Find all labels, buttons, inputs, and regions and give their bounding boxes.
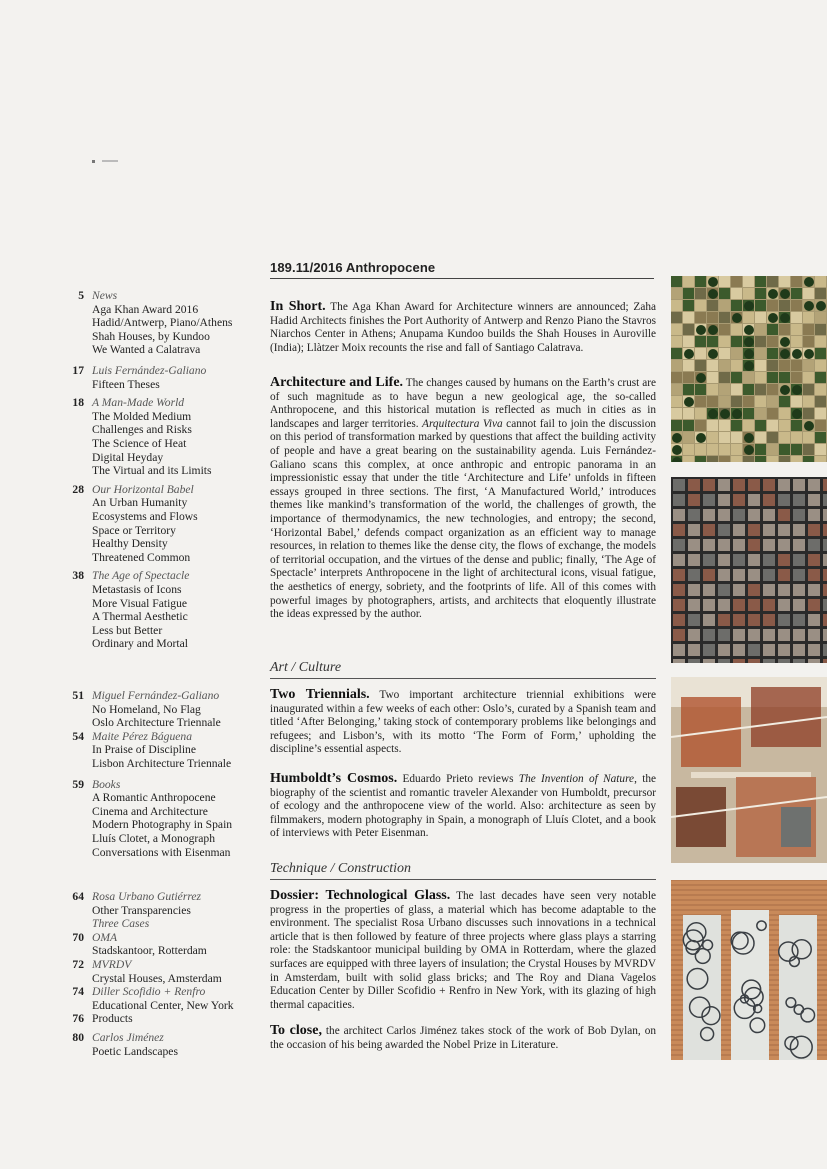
toc-section: Rosa Urbano Gutiérrez [92,890,202,903]
toc-section: Luis Fernández-Galiano [92,364,207,377]
paragraph-in-short [270,300,656,355]
toc-line: Space or Territory [92,523,176,537]
toc-line: Hadid/Antwerp, Piano/Athens [92,316,233,330]
toc-section: MVRDV [92,957,132,971]
toc-line: Crystal Houses, Amsterdam [92,971,222,985]
toc-block-construction [60,890,260,1058]
toc-line: The Science of Heat [92,436,187,450]
paragraph-dossier [270,889,656,1012]
toc-section: Books [92,777,121,791]
page-number: 17 [72,364,84,377]
toc-line: Conversations with Eisenman [92,845,231,859]
toc-line: We Wanted a Calatrava [92,343,201,357]
toc-block-culture [60,689,260,859]
toc-entry [60,569,260,651]
toc-line: Products [92,1012,133,1026]
page-number: 64 [72,890,84,903]
toc-line: Metastasis of Icons [92,582,182,596]
paragraph-lead: Humboldt’s Cosmos. [270,771,398,786]
toc-line: Oslo Architecture Triennale [92,716,221,730]
toc-line: Threatened Common [92,550,191,564]
paragraph-architecture-and-life [270,376,656,622]
page-number: 70 [72,930,84,944]
paragraph-lead: Two Triennials. [270,687,370,702]
toc-entry [60,483,260,565]
toc-entry [60,985,260,1012]
aerial-fields-image [671,276,827,462]
page-number: 74 [72,985,84,999]
scan-mark [92,158,122,164]
book-title: The Invention of Nature [518,773,635,785]
page-number: 80 [72,1030,84,1044]
aerial-city-grid-image [671,477,827,663]
toc-line: Digital Heyday [92,450,164,464]
toc-entry [60,917,260,931]
toc-line: Challenges and Risks [92,423,192,437]
toc-line: Stadskantoor, Rotterdam [92,944,207,958]
toc-section: Maite Pérez Báguena [92,729,193,743]
toc-entry [60,289,260,357]
paragraph-text: Two important architecture triennial exhibitions were inaugurated within a few weeks of each other: Oslo’s, curated by a Spanish team and titled ‘After Belonging,’ taking stock of contemporary problems like belongings and refugees; and Lisbon’s, with its motto ‘The Form of Form,’ upholding the discipline’s essential aspects. [270,689,656,756]
paragraph-lead: In Short. [270,299,326,314]
toc-line: Healthy Density [92,537,168,551]
triennial-exhibition-image [671,677,827,863]
toc-section: Three Cases [92,917,150,931]
paragraph-lead: Architecture and Life. [270,375,404,390]
paragraph-humboldt [270,772,656,841]
page-number: 28 [72,482,84,496]
page-number: 18 [72,396,84,410]
toc-section: Our Horizontal Babel [92,482,194,496]
toc-line: The Molded Medium [92,409,192,423]
page-number: 5 [78,289,84,302]
toc-entry [60,364,260,391]
section-technique-construction: Technique / Construction [270,861,656,880]
toc-entry [60,396,260,478]
toc-line: Educational Center, New York [92,998,234,1012]
glass-facade-image [671,880,827,1060]
toc-block-essays [60,364,260,651]
toc-section: Miguel Fernández-Galiano [92,689,220,702]
toc-entry [60,1012,260,1026]
page-number: 54 [72,729,84,743]
paragraph-text: The last decades have seen very notable progress in the properties of glass, a material which has become adaptable to the environment. The specialist Rosa Urbano discusses such innovations in a technical article that is then followed by feature of three projects where glass plays a starring role: the Stadskantoor municipal building by OMA in Rotterdam, where the glazed surfaces are equipped with three layers of insulation; the Crystal Houses by MVRDV in Amsterdam, built with solid glass bricks; and The Roy and Diana Vagelos Education Center by Diller Scofidio + Renfro in New York, with its glazing of high thermal capacities. [270,890,656,1011]
toc-block-news [60,289,260,357]
toc-entry [60,958,260,985]
toc-line: A Thermal Aesthetic [92,610,188,624]
paragraph-text: The changes caused by humans on the Earth’s crust are of such magnitude as to have begun a new geological age, the so-called Anthropocene, and this historical mutation is reflected as much in cities as in landscapes and larger territories. [270,377,656,430]
paragraph-text: , the biography of the scientist and romantic traveler Alexander von Humboldt, precursor of ecology and the anthropocene view of the world. Also: architecture as seen by filmmakers, modern photography in Spain, a monograph of Lluís Clotet, and a book of interviews with Peter Eisenman. [270,773,656,840]
paragraph-text: The Aga Khan Award for Architecture winners are announced; Zaha Hadid Architects finishes the Port Authority of Antwerp and Renzo Piano the Stavros Niarchos Center in Athens; Anupama Kundoo builds the Shah Houses in Auroville (India); Llàtzer Moix recounts the rise and fall of Santiago Calatrava. [270,301,656,354]
toc-section: The Age of Spectacle [92,569,190,583]
toc-line: Modern Photography in Spain [92,818,233,832]
toc-entry [60,730,260,771]
toc-section: Diller Scofidio + Renfro [92,985,206,999]
page-number: 72 [72,957,84,971]
toc-line: Fifteen Theses [92,377,160,391]
paragraph-text: the architect Carlos Jiménez takes stock of the work of Bob Dylan, on the occasion of his being awarded the Nobel Prize in Literature. [270,1025,656,1051]
toc-line: Lluís Clotet, a Monograph [92,831,216,845]
toc-line: A Romantic Anthropocene [92,791,216,805]
toc-line: Other Transparencies [92,903,191,917]
page-number: 38 [72,569,84,583]
paragraph-lead: To close, [270,1023,322,1038]
toc-section: Carlos Jiménez [92,1030,164,1044]
page-number: 76 [72,1012,84,1026]
toc-section: News [92,289,118,302]
toc-line: An Urban Humanity [92,496,188,510]
toc-line: In Praise of Discipline [92,743,196,757]
toc-line: Poetic Landscapes [92,1044,178,1058]
toc-line: Less but Better [92,623,163,637]
page-number: 59 [72,777,84,791]
toc-section: A Man-Made World [92,396,185,410]
toc-entry [60,1031,260,1058]
toc-line: The Virtual and its Limits [92,464,212,478]
toc-line: Aga Khan Award 2016 [92,302,199,316]
paragraph-lead: Dossier: Technological Glass. [270,888,451,903]
toc-entry [60,931,260,958]
section-art-culture: Art / Culture [270,660,656,679]
paragraph-text: cannot fail to join the discussion on this period of transformation marked by questions that affect the building activity of people and have a great bearing on the sustainability agenda. Luis Fernández-Galiano scans this complex, at once anthropic and entropic panorama in an impressionistic essay that under the title ‘Architecture and Life’ unfolds in fifteen essays grouped in three sections. The first, ‘A Manufactured World,’ introduces themes like mankind’s transformation of the world, the challenges of growth, the importance of thermodynamics, the new technologies, and entropy; the second, ‘Horizontal Babel,’ defends compact organization as an efficient way to manage resources, in relation to themes like the dense city, the flows of exchange, the models of territorial occupation, and the virtues of the dense and public; finally, ‘The Age of Spectacle’ interprets Anthropocene in the light of architectural icons, visual fatigue, the aesthetics of energy, sobriety, and the footprints of life. All of this comes with powerful images by photographers, artists, and architects that eloquently illustrate the ideas expressed by the author. [270,417,656,621]
toc-line: Shah Houses, by Kundoo [92,329,210,343]
toc-line: Cinema and Architecture [92,804,208,818]
toc-entry [60,890,260,917]
toc-entry [60,778,260,860]
toc-line: No Homeland, No Flag [92,702,201,716]
toc-entry [60,689,260,730]
paragraph-two-triennials [270,688,656,757]
toc-line: More Visual Fatigue [92,596,188,610]
toc-line: Lisbon Architecture Triennale [92,756,232,770]
toc-line: Ordinary and Mortal [92,637,188,651]
page-number: 51 [72,689,84,702]
paragraph-text: Eduardo Prieto reviews [397,773,519,785]
toc-section: OMA [92,930,118,944]
issue-header: 189.11/2016 Anthropocene [270,260,654,279]
toc-line: Ecosystems and Flows [92,509,198,523]
paragraph-to-close [270,1024,656,1052]
magazine-title: Arquitectura Viva [422,417,503,430]
